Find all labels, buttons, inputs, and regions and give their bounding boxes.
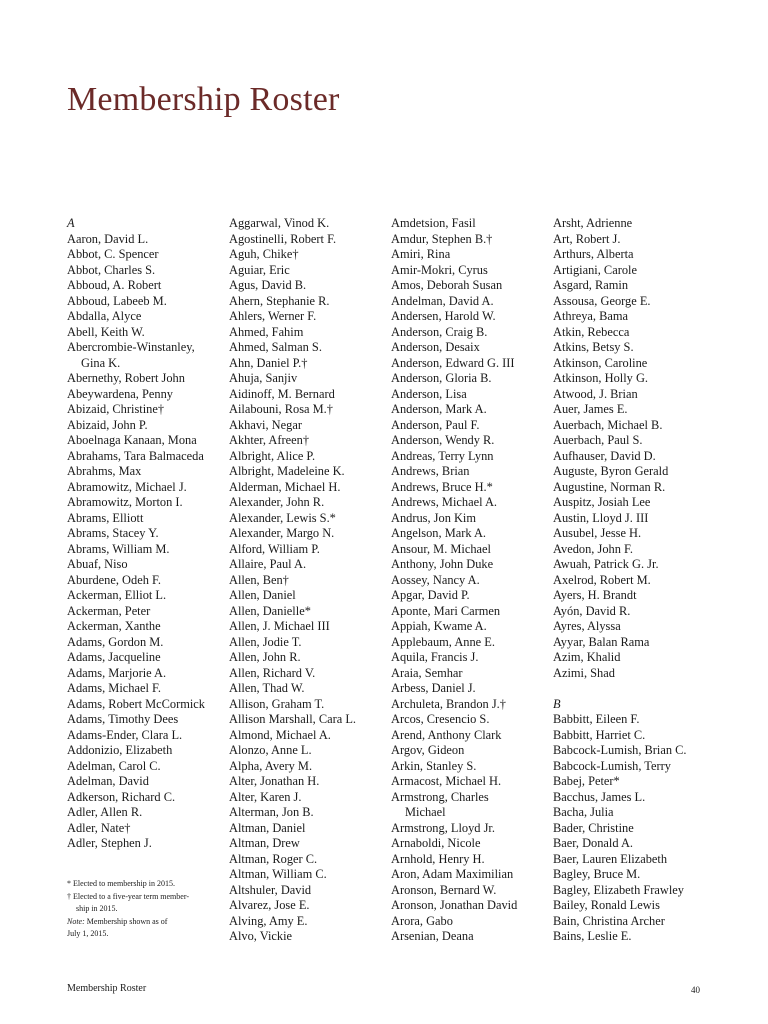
member-name: Abramowitz, Michael J. — [67, 479, 187, 494]
member-name: Abrams, Elliott — [67, 510, 144, 525]
footnote-dagger-line2: ship in 2015. — [76, 904, 118, 913]
member-name: Araia, Semhar — [391, 665, 463, 680]
member-name: Adams, Timothy Dees — [67, 712, 179, 726]
member-name: Alter, Karen J. — [229, 789, 302, 804]
member-name: Baer, Donald A. — [553, 836, 634, 850]
footnote-note-text: Membership shown as of — [84, 916, 168, 926]
member-name: Adler, Nate† — [67, 820, 131, 835]
member-name: Bain, Christina Archer — [553, 913, 665, 928]
member-name: Amos, Deborah Susan — [391, 278, 503, 292]
member-name: Ausubel, Jesse H. — [553, 526, 642, 540]
member-name: Auspitz, Josiah Lee — [553, 495, 651, 509]
member-name: Armstrong, Charles — [391, 789, 489, 804]
member-name: Andrus, Jon Kim — [391, 510, 477, 525]
member-name: Alford, William P. — [229, 541, 320, 556]
member-name: Aponte, Mari Carmen — [391, 603, 501, 618]
member-name: Abboud, Labeeb M. — [67, 293, 167, 308]
member-name: Ahuja, Sanjiv — [229, 371, 298, 385]
member-name: Almond, Michael A. — [229, 727, 331, 742]
member-name: Ansour, M. Michael — [391, 541, 491, 556]
member-name: Ackerman, Elliot L. — [67, 588, 167, 602]
member-name: Ahern, Stephanie R. — [229, 293, 330, 308]
member-name: Ayón, David R. — [553, 603, 631, 618]
member-name: Abrams, William M. — [67, 541, 170, 556]
member-name: Adler, Allen R. — [67, 805, 143, 819]
member-name: Anderson, Desaix — [391, 340, 480, 354]
member-name: Artigiani, Carole — [553, 262, 637, 277]
member-name: Art, Robert J. — [553, 231, 621, 246]
member-name: Akhter, Afreen† — [229, 433, 310, 447]
member-name: Adelman, David — [67, 774, 149, 788]
member-name: Arthurs, Alberta — [553, 247, 634, 261]
member-name: Arbess, Daniel J. — [391, 681, 476, 695]
member-name: Altman, William C. — [229, 867, 327, 881]
member-name: Armstrong, Lloyd Jr. — [391, 820, 495, 835]
member-name: Arend, Anthony Clark — [391, 727, 502, 742]
member-name: Abrahams, Tara Balmaceda — [67, 448, 204, 463]
member-name: Andrews, Michael A. — [391, 495, 497, 509]
footnote-note-label: Note: — [67, 916, 85, 926]
member-name: Assousa, George E. — [553, 293, 651, 308]
member-name: Abrams, Stacey Y. — [67, 526, 159, 540]
member-name: Avedon, John F. — [553, 541, 634, 556]
member-name: Apgar, David P. — [391, 588, 470, 602]
member-name: Abercrombie-Winstanley, — [67, 340, 195, 354]
footnote-note — [67, 916, 217, 941]
member-name: Amdetsion, Fasil — [391, 216, 476, 230]
member-name: Alexander, Margo N. — [229, 526, 335, 540]
member-name: Bader, Christine — [553, 820, 634, 835]
member-name: Baer, Lauren Elizabeth — [553, 851, 668, 866]
member-name: Arsenian, Deana — [391, 929, 474, 943]
member-name: Alvo, Vickie — [229, 929, 293, 943]
member-name: Aronson, Bernard W. — [391, 882, 497, 897]
member-name: Aossey, Nancy A. — [391, 572, 480, 587]
member-name: Atkin, Rebecca — [553, 324, 630, 339]
member-name: Adelman, Carol C. — [67, 758, 161, 773]
member-name: Andrews, Bruce H.* — [391, 479, 493, 494]
member-name: Abrahms, Max — [67, 464, 142, 478]
footnote-note-line2: July 1, 2015. — [67, 929, 109, 938]
member-name: Angelson, Mark A. — [391, 526, 486, 540]
member-name: Appiah, Kwame A. — [391, 619, 487, 633]
roster-column-1 — [67, 216, 219, 852]
member-name: Awuah, Patrick G. Jr. — [553, 557, 659, 571]
member-name: Bailey, Ronald Lewis — [553, 898, 660, 912]
member-name: Andrews, Brian — [391, 464, 470, 478]
member-name: Atwood, J. Brian — [553, 386, 638, 401]
roster-column-3 — [391, 216, 543, 945]
member-name: Abell, Keith W. — [67, 324, 145, 339]
member-name: Atkins, Betsy S. — [553, 340, 634, 354]
member-name: Arkin, Stanley S. — [391, 758, 477, 773]
member-name: Anderson, Paul F. — [391, 417, 480, 432]
member-name: Auerbach, Michael B. — [553, 417, 663, 432]
member-name: Ayyar, Balan Rama — [553, 634, 650, 649]
member-name: Arnhold, Henry H. — [391, 851, 485, 866]
footer-section-title: Membership Roster — [67, 983, 147, 994]
member-name: Abboud, A. Robert — [67, 278, 162, 292]
member-name: Athreya, Bama — [553, 309, 629, 323]
member-name: Alderman, Michael H. — [229, 479, 341, 494]
member-name: Bacha, Julia — [553, 805, 614, 819]
member-name: Allen, Jodie T. — [229, 634, 302, 649]
member-name: Alonzo, Anne L. — [229, 743, 312, 757]
member-name: Altman, Roger C. — [229, 851, 318, 866]
member-name: Aggarwal, Vinod K. — [229, 216, 330, 230]
member-name: Allaire, Paul A. — [229, 557, 307, 571]
member-name: Atkinson, Holly G. — [553, 371, 648, 385]
member-name: Allen, Thad W. — [229, 681, 305, 695]
member-name: Alpha, Avery M. — [229, 758, 313, 773]
member-name: Aron, Adam Maximilian — [391, 867, 514, 881]
member-name: Babej, Peter* — [553, 774, 620, 788]
footnote-dagger-line1: † Elected to a five-year term member- — [67, 891, 189, 901]
member-name: Bagley, Bruce M. — [553, 867, 641, 881]
member-name: Allen, Daniel — [229, 588, 296, 602]
member-name: Arora, Gabo — [391, 913, 453, 928]
member-name: Allen, Richard V. — [229, 665, 316, 680]
member-name: Agostinelli, Robert F. — [229, 231, 337, 246]
member-name-continuation: Gina K. — [81, 355, 121, 370]
member-name: Abizaid, John P. — [67, 417, 148, 432]
member-name: Aaron, David L. — [67, 231, 149, 246]
member-name: Archuleta, Brandon J.† — [391, 696, 506, 711]
member-name: Abizaid, Christine† — [67, 402, 165, 416]
member-name: Allen, J. Michael III — [229, 619, 330, 633]
page-title: Membership Roster — [67, 80, 340, 118]
member-name: Anderson, Gloria B. — [391, 371, 492, 385]
section-letter: B — [553, 696, 561, 711]
member-name: Abuaf, Niso — [67, 557, 128, 571]
member-name: Adler, Stephen J. — [67, 836, 152, 850]
member-name: Andersen, Harold W. — [391, 309, 496, 323]
member-name: Aufhauser, David D. — [553, 448, 656, 463]
member-name: Anthony, John Duke — [391, 557, 494, 571]
member-name: Albright, Alice P. — [229, 448, 316, 463]
member-name: Augustine, Norman R. — [553, 479, 666, 494]
member-name: Alexander, John R. — [229, 495, 325, 509]
member-name: Anderson, Craig B. — [391, 324, 488, 339]
member-name: Arnaboldi, Nicole — [391, 836, 481, 850]
section-spacer — [553, 681, 705, 697]
member-name: Altman, Drew — [229, 836, 300, 850]
member-name: Ayers, H. Brandt — [553, 588, 637, 602]
member-name: Adams, Robert McCormick — [67, 696, 205, 711]
member-name: Axelrod, Robert M. — [553, 572, 651, 587]
member-name: Arcos, Cresencio S. — [391, 712, 490, 726]
member-name: Andreas, Terry Lynn — [391, 448, 494, 463]
member-name: Abeywardena, Penny — [67, 386, 173, 401]
footnotes — [67, 878, 217, 941]
footnote-star: * Elected to membership in 2015. — [67, 879, 175, 888]
member-name: Adkerson, Richard C. — [67, 789, 176, 804]
section-letter: A — [67, 216, 75, 230]
member-name-continuation: Michael — [405, 805, 446, 819]
member-name: Auer, James E. — [553, 402, 628, 416]
roster-column-2 — [229, 216, 381, 945]
member-name: Altshuler, David — [229, 882, 312, 897]
member-name: Andelman, David A. — [391, 293, 494, 308]
member-name: Anderson, Lisa — [391, 386, 467, 401]
member-name: Agus, David B. — [229, 278, 307, 292]
member-name: Ayres, Alyssa — [553, 619, 621, 633]
member-name: Ahlers, Werner F. — [229, 309, 317, 323]
member-name: Babcock-Lumish, Terry — [553, 758, 671, 773]
member-name: Alving, Amy E. — [229, 913, 308, 928]
member-name: Bains, Leslie E. — [553, 929, 632, 943]
member-name: Anderson, Mark A. — [391, 402, 487, 416]
member-name: Allison, Graham T. — [229, 696, 325, 711]
member-name: Atkinson, Caroline — [553, 355, 648, 370]
member-name: Ahmed, Fahim — [229, 324, 304, 339]
member-name: Amir-Mokri, Cyrus — [391, 262, 488, 277]
footer-page-number: 40 — [691, 985, 700, 995]
member-name: Altman, Daniel — [229, 820, 306, 835]
member-name: Abramowitz, Morton I. — [67, 495, 183, 509]
member-name: Adams, Marjorie A. — [67, 665, 167, 680]
member-name: Alvarez, Jose E. — [229, 898, 310, 912]
member-name: Austin, Lloyd J. III — [553, 510, 649, 525]
member-name: Allen, John R. — [229, 650, 301, 664]
member-name: Aburdene, Odeh F. — [67, 572, 161, 587]
member-name: Asgard, Ramin — [553, 278, 629, 292]
member-name: Adams-Ender, Clara L. — [67, 727, 183, 742]
member-name: Adams, Jacqueline — [67, 650, 161, 664]
member-name: Ackerman, Peter — [67, 603, 151, 618]
member-name: Aquila, Francis J. — [391, 650, 479, 664]
member-name: Adams, Michael F. — [67, 681, 161, 695]
member-name: Amiri, Rina — [391, 247, 451, 261]
member-name: Adams, Gordon M. — [67, 634, 164, 649]
member-name: Alter, Jonathan H. — [229, 774, 320, 788]
member-name: Bagley, Elizabeth Frawley — [553, 882, 684, 897]
member-name: Babbitt, Eileen F. — [553, 712, 640, 726]
member-name: Albright, Madeleine K. — [229, 464, 345, 478]
member-name: Abbot, C. Spencer — [67, 247, 159, 261]
member-name: Argov, Gideon — [391, 743, 465, 757]
member-name: Anderson, Edward G. III — [391, 355, 515, 370]
member-name: Azimi, Shad — [553, 665, 615, 680]
member-name: Akhavi, Negar — [229, 417, 302, 432]
member-name: Aboelnaga Kanaan, Mona — [67, 433, 197, 447]
member-name: Babcock-Lumish, Brian C. — [553, 743, 687, 757]
member-name: Applebaum, Anne E. — [391, 634, 495, 649]
member-name: Amdur, Stephen B.† — [391, 231, 493, 246]
member-name: Anderson, Wendy R. — [391, 433, 495, 447]
member-name: Ahmed, Salman S. — [229, 340, 322, 354]
member-name: Auerbach, Paul S. — [553, 433, 643, 447]
member-name: Auguste, Byron Gerald — [553, 464, 669, 478]
member-name: Ahn, Daniel P.† — [229, 355, 308, 370]
member-name: Aidinoff, M. Bernard — [229, 386, 335, 401]
member-name: Aguh, Chike† — [229, 247, 299, 261]
member-name: Azim, Khalid — [553, 650, 621, 664]
member-name: Bacchus, James L. — [553, 789, 646, 804]
member-name: Allen, Danielle* — [229, 603, 311, 618]
roster-column-4 — [553, 216, 705, 945]
member-name: Alterman, Jon B. — [229, 805, 314, 819]
member-name: Allison Marshall, Cara L. — [229, 712, 356, 726]
member-name: Ackerman, Xanthe — [67, 619, 161, 633]
member-name: Ailabouni, Rosa M.† — [229, 402, 333, 416]
member-name: Abernethy, Robert John — [67, 371, 185, 385]
member-name: Arsht, Adrienne — [553, 216, 633, 230]
member-name: Aguiar, Eric — [229, 262, 290, 277]
member-name: Abbot, Charles S. — [67, 262, 156, 277]
member-name: Addonizio, Elizabeth — [67, 743, 173, 757]
member-name: Alexander, Lewis S.* — [229, 510, 336, 525]
member-name: Armacost, Michael H. — [391, 774, 502, 788]
member-name: Aronson, Jonathan David — [391, 898, 518, 912]
member-name: Abdalla, Alyce — [67, 309, 142, 323]
member-name: Allen, Ben† — [229, 572, 289, 587]
member-name: Babbitt, Harriet C. — [553, 727, 646, 742]
footnote-dagger — [67, 891, 217, 916]
